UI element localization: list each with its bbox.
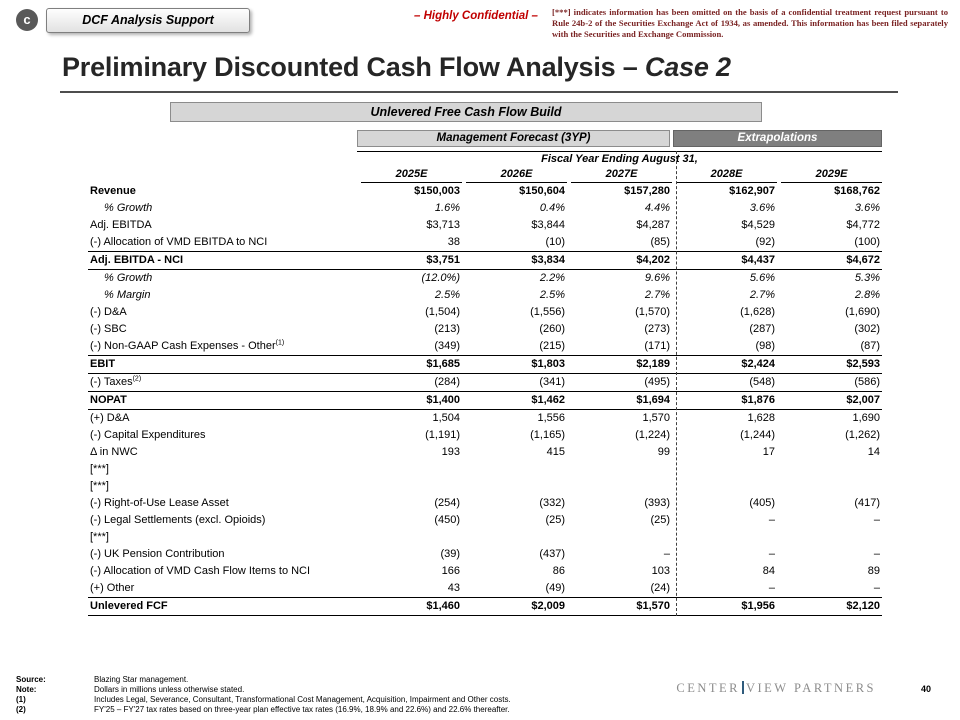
- row-value: $162,907: [729, 185, 775, 197]
- centerview-logo: [676, 681, 876, 696]
- row-value: 166: [441, 565, 460, 577]
- row-value: 89: [867, 565, 880, 577]
- row-value: $2,424: [741, 358, 775, 370]
- row-value: 14: [867, 446, 880, 458]
- table-row: [88, 251, 882, 270]
- logo-text-left: CENTER: [676, 681, 740, 695]
- row-value: (417): [854, 497, 880, 509]
- row-value: (98): [755, 340, 775, 352]
- row-label: [88, 234, 357, 251]
- row-label: [88, 580, 357, 597]
- row-value: (1,504): [425, 306, 460, 318]
- table-title: Unlevered Free Cash Flow Build: [170, 102, 762, 122]
- row-value: 2.8%: [854, 289, 880, 301]
- row-value: [672, 461, 777, 478]
- row-value: $1,462: [531, 394, 565, 406]
- row-value: (100): [854, 236, 880, 248]
- year-column-header: 2026E: [466, 167, 567, 183]
- row-value: (302): [854, 323, 880, 335]
- row-value: (215): [539, 340, 565, 352]
- row-value: 3.6%: [749, 202, 775, 214]
- row-value: [462, 529, 567, 546]
- row-label: [88, 563, 357, 580]
- table-row: [88, 427, 882, 444]
- row-value: –: [663, 548, 670, 560]
- row-value: 9.6%: [644, 272, 670, 284]
- row-label-text: (-) UK Pension Contribution: [90, 548, 225, 560]
- row-value: 1,628: [747, 412, 775, 424]
- row-value: $3,844: [531, 219, 565, 231]
- row-value: 3.6%: [854, 202, 880, 214]
- row-value: [567, 478, 672, 495]
- row-value: 193: [441, 446, 460, 458]
- footnotes: [16, 675, 511, 715]
- page-number: 40: [920, 684, 931, 694]
- row-label: [88, 392, 357, 409]
- row-value: 4.4%: [644, 202, 670, 214]
- fiscal-year-label: Fiscal Year Ending August 31,: [541, 153, 698, 165]
- table-row: [88, 270, 882, 287]
- footnote-label: (1): [16, 695, 26, 704]
- disclaimer-body: indicates information has been omitted on the basis of a confidential treatment request pursuant to Rule 24b-2 of the Securities Exchange Act of 1934, as amended. This information has been filed separately with the Securities and Exchange Commission.: [552, 7, 948, 39]
- row-label: [88, 338, 357, 355]
- row-value: (405): [749, 497, 775, 509]
- dcf-table: [88, 102, 882, 616]
- row-value: [777, 478, 882, 495]
- section-tab: DCF Analysis Support: [46, 8, 250, 33]
- table-row: [88, 580, 882, 597]
- row-value: $1,400: [426, 394, 460, 406]
- footnote-label: Note:: [16, 685, 37, 694]
- row-label: [88, 512, 357, 529]
- table-row: [88, 355, 882, 374]
- row-label: [88, 200, 357, 217]
- row-label-text: Δ in NWC: [90, 446, 138, 458]
- row-value: 103: [651, 565, 670, 577]
- table-row: [88, 529, 882, 546]
- table-row: [88, 478, 882, 495]
- footnote-line: [16, 695, 511, 705]
- row-value: (25): [545, 514, 565, 526]
- row-value: $4,287: [636, 219, 670, 231]
- row-label-text: EBIT: [90, 358, 116, 370]
- logo-text-right: VIEW PARTNERS: [745, 681, 876, 695]
- table-row: [88, 444, 882, 461]
- row-label-text: (-) Legal Settlements (excl. Opioids): [90, 514, 266, 526]
- row-label-text: Unlevered FCF: [90, 600, 168, 612]
- row-value: 17: [762, 446, 775, 458]
- row-value: [777, 529, 882, 546]
- row-value: $157,280: [624, 185, 670, 197]
- row-label: [88, 495, 357, 512]
- row-value: 5.6%: [749, 272, 775, 284]
- footnote-line: [16, 675, 511, 685]
- row-value: $4,202: [636, 254, 670, 266]
- row-value: (39): [440, 548, 460, 560]
- table-row: [88, 546, 882, 563]
- row-value: 2.5%: [434, 289, 460, 301]
- row-value: $1,876: [741, 394, 775, 406]
- page-title: [62, 52, 731, 83]
- row-label: [88, 321, 357, 338]
- row-label-text: % Growth: [104, 272, 153, 284]
- row-value: (87): [860, 340, 880, 352]
- row-value: (1,262): [845, 429, 880, 441]
- row-value: 1.6%: [434, 202, 460, 214]
- fiscal-year-row: [357, 151, 882, 167]
- row-label-text: Revenue: [90, 185, 136, 197]
- page-title-main: Preliminary Discounted Cash Flow Analysis –: [62, 52, 645, 82]
- row-value: (548): [749, 376, 775, 388]
- footnote-line: [16, 705, 511, 715]
- footnote-text: Dollars in millions unless otherwise stated.: [94, 685, 245, 694]
- table-row: [88, 287, 882, 304]
- row-value: 86: [552, 565, 565, 577]
- footnote-line: [16, 685, 511, 695]
- row-label-text: (-) Non-GAAP Cash Expenses - Other: [90, 340, 276, 352]
- table-row: [88, 321, 882, 338]
- row-label-text: [***]: [90, 531, 109, 543]
- row-value: $2,120: [846, 600, 880, 612]
- row-label: [88, 374, 357, 391]
- row-value: $2,007: [846, 394, 880, 406]
- row-value: [357, 478, 462, 495]
- row-value: [672, 478, 777, 495]
- year-header-row: [357, 167, 882, 183]
- table-row: [88, 512, 882, 529]
- row-value: (213): [434, 323, 460, 335]
- table-row: [88, 200, 882, 217]
- row-value: $2,009: [531, 600, 565, 612]
- row-value: $1,570: [636, 600, 670, 612]
- row-label-text: [***]: [90, 463, 109, 475]
- row-value: –: [873, 582, 880, 594]
- year-column-header: 2027E: [571, 167, 672, 183]
- footnote-label: Source:: [16, 675, 46, 684]
- year-column-header: 2029E: [781, 167, 882, 183]
- row-value: 5.3%: [854, 272, 880, 284]
- row-label-text: (-) D&A: [90, 306, 127, 318]
- row-label: [88, 461, 357, 478]
- row-value: 84: [762, 565, 775, 577]
- row-label: [88, 287, 357, 304]
- row-value: (12.0%): [421, 272, 460, 284]
- row-value: (332): [539, 497, 565, 509]
- row-value: (450): [434, 514, 460, 526]
- row-value: $3,834: [531, 254, 565, 266]
- row-label: [88, 598, 357, 615]
- table-row: [88, 338, 882, 355]
- footnote-text: Blazing Star management.: [94, 675, 189, 684]
- row-value: (171): [644, 340, 670, 352]
- row-value: [462, 461, 567, 478]
- row-label: [88, 410, 357, 427]
- year-column-header: 2025E: [361, 167, 462, 183]
- row-value: 99: [657, 446, 670, 458]
- row-value: $1,956: [741, 600, 775, 612]
- row-value: $168,762: [834, 185, 880, 197]
- table-row: [88, 410, 882, 427]
- row-label-text: NOPAT: [90, 394, 127, 406]
- row-value: 1,570: [642, 412, 670, 424]
- row-value: $4,437: [741, 254, 775, 266]
- group-header-extrapolations: Extrapolations: [673, 130, 882, 147]
- logo-bar-icon: [742, 681, 744, 694]
- row-label: [88, 478, 357, 495]
- row-value: 1,556: [537, 412, 565, 424]
- row-label-text: (-) Capital Expenditures: [90, 429, 206, 441]
- row-label: [88, 252, 357, 269]
- row-value: –: [768, 582, 775, 594]
- row-value: (349): [434, 340, 460, 352]
- forecast-extrapolation-divider: [676, 151, 677, 616]
- row-value: (1,244): [740, 429, 775, 441]
- group-header-management: Management Forecast (3YP): [357, 130, 670, 147]
- row-value: (284): [434, 376, 460, 388]
- row-value: (586): [854, 376, 880, 388]
- table-row: [88, 183, 882, 200]
- row-value: (24): [650, 582, 670, 594]
- row-value: (287): [749, 323, 775, 335]
- title-underline: [60, 91, 898, 93]
- row-value: $3,751: [426, 254, 460, 266]
- disclaimer-text: [552, 7, 948, 40]
- row-value: (437): [539, 548, 565, 560]
- row-label-text: (-) Right-of-Use Lease Asset: [90, 497, 229, 509]
- row-label-text: (+) Other: [90, 582, 135, 594]
- row-value: (1,570): [635, 306, 670, 318]
- row-value: 2.7%: [749, 289, 775, 301]
- row-value: [777, 461, 882, 478]
- row-label-text: Adj. EBITDA: [90, 219, 152, 231]
- section-circle-icon: c: [16, 9, 38, 31]
- row-label: [88, 183, 357, 200]
- footnote-text: Includes Legal, Severance, Consultant, Transformational Cost Management, Acquisition, Impairment and Other costs.: [94, 695, 511, 704]
- year-column-header: 2028E: [676, 167, 777, 183]
- row-value: 2.7%: [644, 289, 670, 301]
- row-value: $1,460: [426, 600, 460, 612]
- row-value: (1,690): [845, 306, 880, 318]
- table-row: [88, 234, 882, 251]
- row-value: –: [768, 548, 775, 560]
- row-value: $1,685: [426, 358, 460, 370]
- row-value: (260): [539, 323, 565, 335]
- row-value: (1,165): [530, 429, 565, 441]
- row-value: [462, 478, 567, 495]
- row-value: (85): [650, 236, 670, 248]
- row-label: [88, 217, 357, 234]
- row-label-text: (-) Taxes: [90, 376, 133, 388]
- table-row: [88, 217, 882, 234]
- footnote-superscript: (1): [275, 339, 285, 347]
- table-row: [88, 391, 882, 410]
- row-value: (273): [644, 323, 670, 335]
- table-row: [88, 374, 882, 391]
- row-value: (49): [545, 582, 565, 594]
- row-value: $150,003: [414, 185, 460, 197]
- row-value: (10): [545, 236, 565, 248]
- table-row: [88, 304, 882, 321]
- row-value: $1,694: [636, 394, 670, 406]
- table-body: [88, 183, 882, 616]
- row-value: [357, 529, 462, 546]
- row-value: –: [873, 548, 880, 560]
- row-value: (92): [755, 236, 775, 248]
- footnote-text: FY'25 – FY'27 tax rates based on three-year plan effective tax rates (16.9%, 18.9% and 22.6%) and 22.6% thereafter.: [94, 705, 510, 714]
- table-row: [88, 597, 882, 616]
- row-label: [88, 304, 357, 321]
- row-label-text: (+) D&A: [90, 412, 130, 424]
- row-label: [88, 356, 357, 373]
- row-label-text: (-) Allocation of VMD EBITDA to NCI: [90, 236, 268, 248]
- row-value: $4,772: [846, 219, 880, 231]
- row-label-text: % Margin: [104, 289, 151, 301]
- row-value: (1,191): [425, 429, 460, 441]
- row-value: [567, 461, 672, 478]
- row-value: $2,593: [846, 358, 880, 370]
- disclaimer-marker: [***]: [552, 7, 571, 17]
- row-value: [672, 529, 777, 546]
- table-row: [88, 495, 882, 512]
- row-label-text: % Growth: [104, 202, 153, 214]
- row-value: [567, 529, 672, 546]
- row-value: [357, 461, 462, 478]
- row-value: 1,504: [432, 412, 460, 424]
- row-value: 2.5%: [539, 289, 565, 301]
- row-value: 1,690: [852, 412, 880, 424]
- row-value: (1,628): [740, 306, 775, 318]
- row-value: $150,604: [519, 185, 565, 197]
- table-row: [88, 563, 882, 580]
- row-value: (254): [434, 497, 460, 509]
- table-row: [88, 461, 882, 478]
- row-value: (495): [644, 376, 670, 388]
- confidential-label: – Highly Confidential –: [414, 10, 538, 22]
- row-label: [88, 270, 357, 287]
- row-value: 2.2%: [539, 272, 565, 284]
- footnote-superscript: (2): [132, 375, 142, 383]
- row-label-text: [***]: [90, 480, 109, 492]
- row-value: $2,189: [636, 358, 670, 370]
- row-label: [88, 427, 357, 444]
- row-value: $1,803: [531, 358, 565, 370]
- row-label: [88, 546, 357, 563]
- page-title-case: Case 2: [644, 52, 731, 82]
- row-value: (341): [539, 376, 565, 388]
- row-value: (1,556): [530, 306, 565, 318]
- row-value: $4,529: [741, 219, 775, 231]
- row-label-text: Adj. EBITDA - NCI: [90, 254, 184, 266]
- row-label: [88, 529, 357, 546]
- row-value: (25): [650, 514, 670, 526]
- footnote-label: (2): [16, 705, 26, 714]
- row-value: 38: [447, 236, 460, 248]
- row-value: –: [873, 514, 880, 526]
- row-label-text: (-) SBC: [90, 323, 127, 335]
- row-value: –: [768, 514, 775, 526]
- row-value: 415: [546, 446, 565, 458]
- row-value: $3,713: [426, 219, 460, 231]
- group-header-row: [357, 130, 882, 147]
- row-value: $4,672: [846, 254, 880, 266]
- row-value: (1,224): [635, 429, 670, 441]
- row-value: (393): [644, 497, 670, 509]
- row-label-text: (-) Allocation of VMD Cash Flow Items to NCI: [90, 565, 311, 577]
- row-label: [88, 444, 357, 461]
- row-value: 0.4%: [539, 202, 565, 214]
- row-value: 43: [447, 582, 460, 594]
